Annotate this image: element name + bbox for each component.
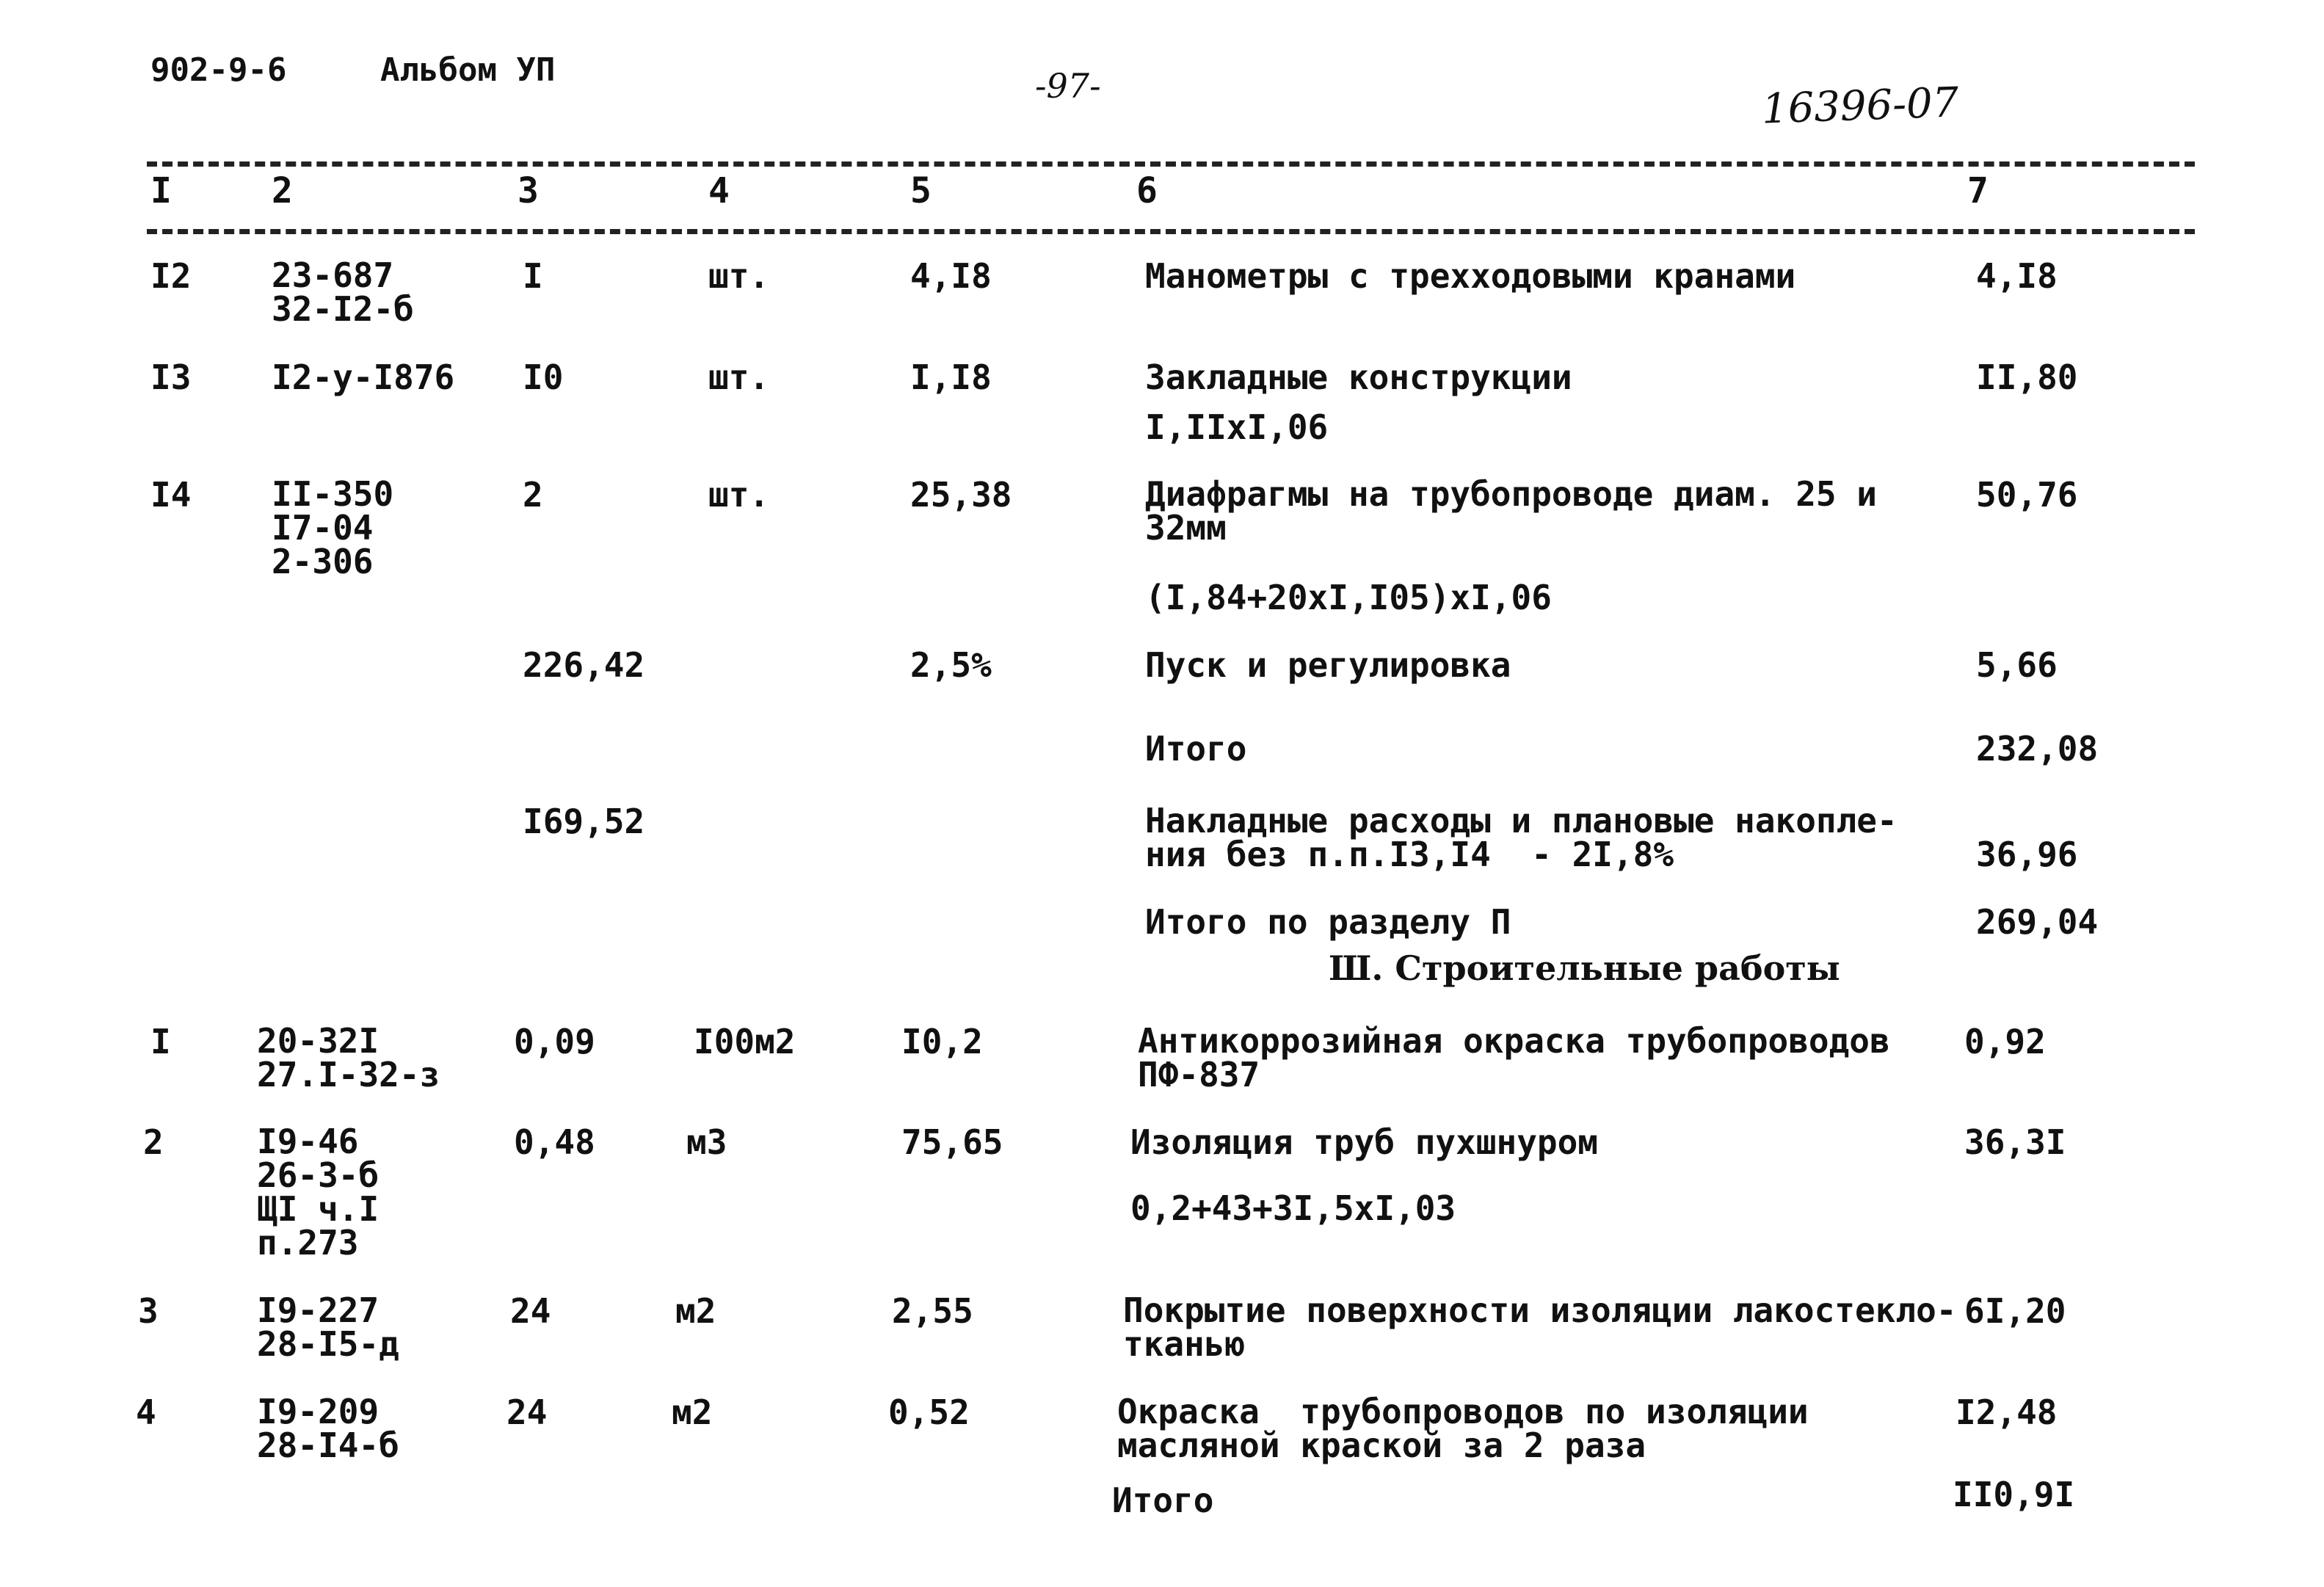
row-unit: шт. (708, 256, 770, 296)
row-desc: Диафрагмы на трубопроводе диам. 25 и 32мм (1145, 474, 1877, 548)
summary-price: 2,5% (910, 645, 992, 685)
row-total: I2,48 (1956, 1392, 2058, 1432)
column-header-2: 2 (272, 170, 293, 211)
row-total: II,80 (1976, 357, 2078, 397)
row-desc: Окраска трубопроводов по изоляции масляной краской за 2 раза (1117, 1392, 1809, 1465)
row-num: 3 (138, 1291, 159, 1331)
column-header-6: 6 (1136, 170, 1158, 211)
summary-desc: Накладные расходы и плановые накопле- ния без п.п.I3,I4 - 2I,8% (1145, 801, 1898, 874)
column-header-7: 7 (1967, 170, 1989, 211)
document-number: 16396-07 (1760, 79, 1960, 134)
summary-total: 232,08 (1976, 729, 2099, 769)
row-qty: 24 (506, 1392, 548, 1432)
row-qty: 24 (510, 1291, 551, 1331)
page-number: -97- (1035, 66, 1101, 106)
row-num: I (150, 1022, 171, 1061)
row-code: II-350 I7-04 2-306 (272, 474, 394, 581)
column-header-3: 3 (518, 170, 539, 211)
row-unit: м3 (686, 1122, 727, 1162)
row-code: I9-46 26-3-б ЩI ч.I п.273 (257, 1122, 380, 1263)
row-price: 4,I8 (910, 256, 992, 296)
row-desc-formula: 0,2+43+3I,5xI,03 (1130, 1188, 1456, 1228)
row-desc: Антикоррозийная окраска трубопроводов ПФ-837 (1138, 1021, 1890, 1094)
row-unit: шт. (708, 475, 770, 515)
album-code: 902-9-6 (150, 51, 287, 89)
row-qty: I (523, 256, 543, 296)
row-qty: 2 (523, 475, 543, 515)
album-name: Альбом УП (380, 51, 556, 89)
row-num: 4 (136, 1392, 156, 1432)
row-unit: шт. (708, 357, 770, 397)
row-desc-formula: (I,84+20xI,I05)xI,06 (1145, 578, 1552, 617)
row-price: 2,55 (892, 1291, 973, 1331)
row-unit: м2 (675, 1291, 716, 1331)
row-price: 25,38 (910, 475, 1012, 515)
row-desc-formula: I,IIxI,06 (1145, 407, 1329, 447)
row-num: I3 (150, 357, 192, 397)
final-total-label: Итого (1112, 1481, 1214, 1520)
summary-desc: Итого (1145, 729, 1247, 769)
row-price: 0,52 (888, 1392, 970, 1432)
summary-total: 5,66 (1976, 645, 2058, 685)
row-price: 75,65 (901, 1122, 1003, 1162)
row-code: 23-687 32-I2-б (272, 255, 414, 329)
row-price: I,I8 (910, 357, 992, 397)
row-total: 36,3I (1964, 1122, 2066, 1162)
row-code: I9-227 28-I5-д (257, 1290, 399, 1364)
row-qty: I0 (523, 357, 564, 397)
row-unit: м2 (672, 1392, 713, 1432)
row-qty: 0,48 (514, 1122, 595, 1162)
row-code: I9-209 28-I4-б (257, 1392, 399, 1465)
row-total: 4,I8 (1976, 256, 2058, 296)
row-code: 20-32I 27.I-32-з (257, 1021, 440, 1094)
row-total: 50,76 (1976, 475, 2078, 515)
summary-total: 36,96 (1976, 835, 2078, 874)
summary-qty: 226,42 (523, 645, 645, 685)
summary-qty: I69,52 (523, 802, 645, 841)
column-header-4: 4 (708, 170, 730, 211)
summary-desc: Итого по разделу П (1145, 902, 1511, 942)
row-code: I2-у-I876 (272, 357, 455, 397)
header-rule-top (147, 161, 2195, 167)
row-total: 6I,20 (1964, 1291, 2066, 1331)
column-header-1: I (150, 170, 172, 211)
column-header-5: 5 (910, 170, 932, 211)
row-num: I4 (150, 475, 192, 515)
final-total-value: II0,9I (1953, 1475, 2075, 1514)
header-rule-bottom (147, 229, 2195, 234)
row-num: I2 (150, 256, 192, 296)
row-desc: Покрытие поверхности изоляции лакостекло- тканью (1123, 1290, 1957, 1364)
row-desc: Закладные конструкции (1145, 357, 1572, 397)
summary-desc: Пуск и регулировка (1145, 645, 1511, 685)
row-desc: Манометры с трехходовыми кранами (1145, 256, 1796, 296)
row-num: 2 (143, 1122, 164, 1162)
section-title: Ш. Строительные работы (1329, 948, 1840, 988)
row-qty: 0,09 (514, 1022, 595, 1061)
row-desc: Изоляция труб пухшнуром (1130, 1122, 1598, 1162)
summary-total: 269,04 (1976, 902, 2099, 942)
row-price: I0,2 (901, 1022, 983, 1061)
row-unit: I00м2 (694, 1022, 796, 1061)
row-total: 0,92 (1964, 1022, 2046, 1061)
